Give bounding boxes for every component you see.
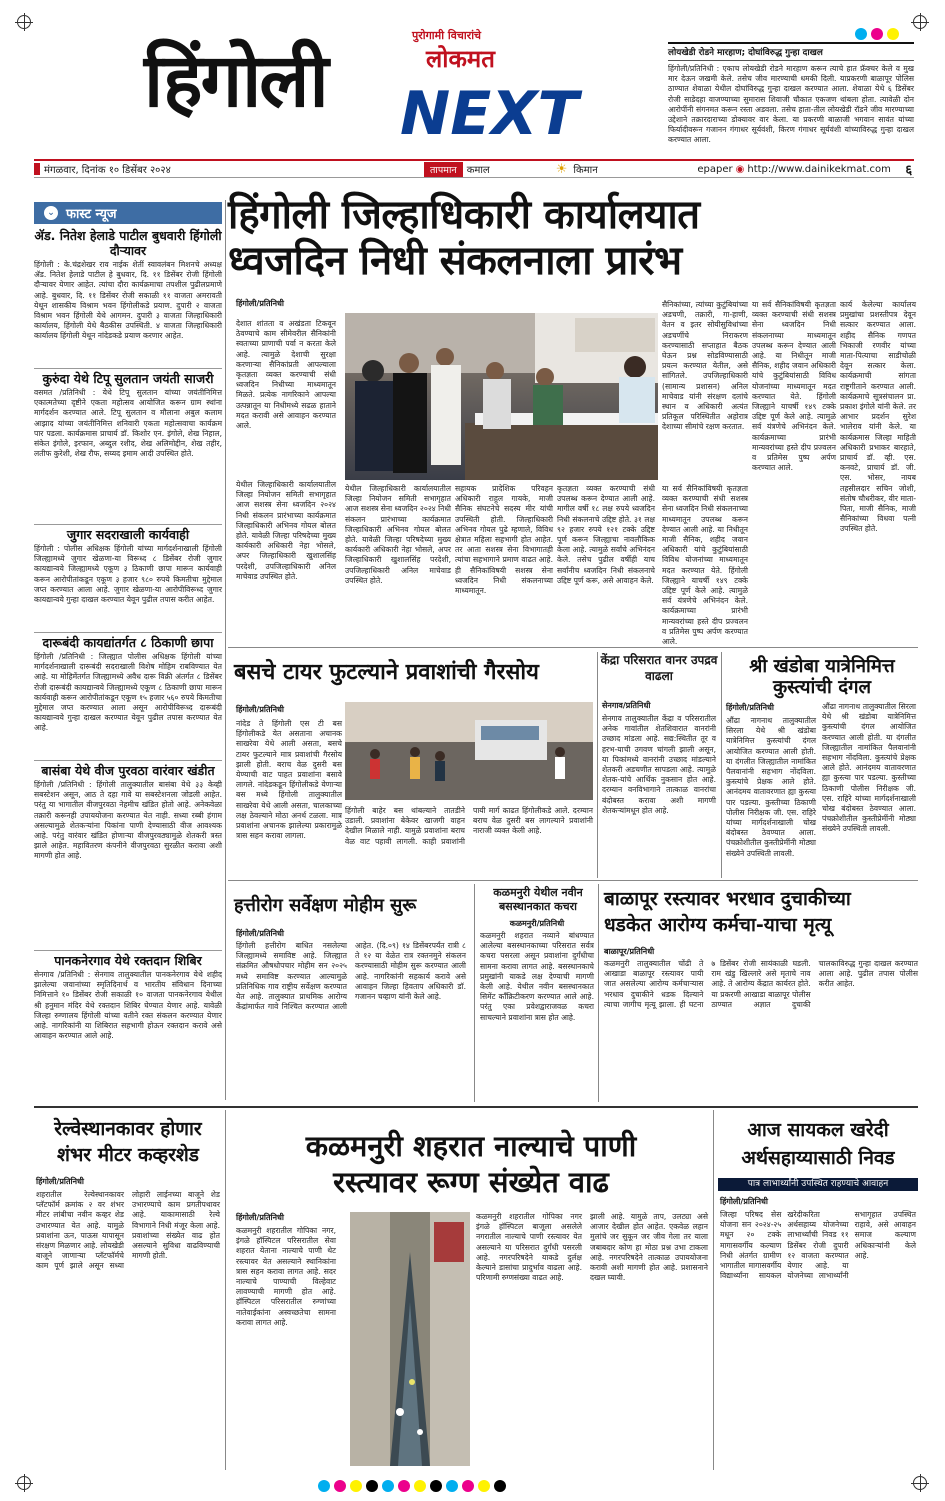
bus-column: [345, 806, 593, 866]
railway-text: शहरातील रेल्वेस्थानकावर प्लॅटफॉर्म क्रमांक २ वर शंभर मीटर लांबीचा नवीन कव्हर शेड उभारण्यात येत आहे. यामुळे प्रवाशांना ऊन, पाऊस यापासून संरक्षण मिळणार आहे. लोयखेडी बाजूने जाणाऱ्या प्लॅटफॉर्मचे काम पूर्ण झाले असून सध्या लोहारी लाईनच्या बाजूने शेड उभारण्याचे काम प्रगतीपथावर आहे. याकामासाठी रेल्वे विभागाने निधी मंजूर केला आहे. प्रवाशांच्या संख्येत वाढ होत असल्याने सुविधा वाढविण्याची मागणी होती.: [36, 1190, 220, 1271]
hatti-column: [236, 928, 466, 1081]
lead-column: [455, 484, 553, 640]
news-body: वसमत /प्रतिनिधी : येथे टिपू सुलतान यांच्या जयंतीनिमित्त एकात्मतेच्या दृष्टीने एकता महोत्सव आयोजित करून ग्राम स्थांना मार्गदर्शन करण्यात आले. टिपू सुलतान व मौलाना अबुल कलाम आझाद यांच्या जयंतीनिमित्त शनिवारी एकता महोत्सवाचा कार्यक्रम पार पडला. कार्यक्रमास प्राचार्य डॉ. किशोर एन. इंगोले, शेख निहाल, संकेत इंगोले, इरफान, अब्दुल रशीद, शेख अलिमोद्दीन, शेख तहीर, लतीफ कुरेशी, शेख रौफ, सय्यद इमाम आदी उपस्थित होते.: [34, 388, 222, 459]
ceremony-photo: [345, 313, 658, 480]
kalamnuri-bus-byline: कळमनुरी/प्रतिनिधी: [509, 919, 565, 928]
lead-column: [662, 300, 748, 480]
news-body: सेनगाव /प्रतिनिधी : सेनगाव तालुक्यातील पानकनेरगाव येथे शहीद झालेल्या जवानांच्या स्मृतिदिनार्थ व भारतीय संविधान दिनाच्या निमित्ताने १० डिसेंबर रोजी सकाळी १० वाजता पानकनेरगाव येथील श्री हनुमान मंदिर येथे रक्तदान शिबिर घेण्यात येणार आहे. यावेळी जिल्हा रुग्णालय हिंगोली यांच्या वतीने रक्त संकलन करण्यात येणार आहे. नागरिकांनी या शिबिरात सहभागी होऊन रक्तदान करावे असे आवाहन करण्यात आले आहे.: [34, 970, 222, 1041]
drain-column: [590, 1212, 708, 1466]
kalamnuri-bus-column: [480, 918, 594, 1103]
lead-text: या सर्व सैनिकांविषयी कृतज्ञता व्यक्त करण्याची संधी सशस्त्र सेना ध्वजदिन निधी संकलनाच्या माध्यमातून उपलब्ध करून देण्यात आली आहे. या निधीतून माजी सैनिक, शहीद जवान अधिकारी यांचे कुटुंबियांसाठी विविध योजनांच्या माध्यमातून मदत करण्यात येते. हिंगोली जिल्ह्याने याचर्षी १४९ टक्के उद्दिष्ट पूर्ण केले आहे. त्यामुळे सर्व यंत्रणेचे अभिनंदन केले. कार्यक्रमाच्या प्रारंभी मान्यवरांच्या हस्ते दीप प्रज्वलन व प्रतिमेस पुष्प अर्पण करण्यात आले.: [662, 484, 748, 647]
accident-byline: बाळापूर/प्रतिनिधी: [604, 947, 655, 956]
masthead-tagline: पुरोगामी विचारांचे: [412, 29, 482, 42]
next-logo: NEXT: [400, 79, 579, 149]
lead-text: देशात शांतता व अखंडता टिकवून ठेवण्याचे काम सीमेवरील सैनिकांनी स्वतःच्या प्राणाची पर्वा न करता केले आहे. त्यामुळे देशाची सुरक्षा करणाऱ्या सैनिकांप्रती आपल्याला कृतज्ञता व्यक्त करण्याची संधी ध्वजदिन निधीच्या माध्यमातून मिळते. प्रत्येक नागरिकाने आपल्या उत्पन्नातून या निधीमध्ये सढळ हाताने मदत करावी असे आवाहन करण्यात आले.: [236, 319, 336, 431]
fast-news-header: ⌄ फास्ट न्यूज: [34, 202, 222, 224]
drain-text: झाली आहे. यामुळे ताप, उलट्या असे आजार देखील होत आहेत. एकवेळ लहान मुलांचे जर सुकून जर जीव गेला तर याला जबाबदार कोण हा मोठा प्रश्न उभा टाकला आहे. नगरपरिषदेने तात्काळ उपाययोजना करावी अशी मागणी होत आहे. प्रशासनाने दखल घ्यावी.: [590, 1212, 708, 1283]
max-temp-label: कमाल: [466, 165, 490, 176]
khandoba-headline: श्री खंडोबा यात्रेनिमित्त कुस्त्यांची दंगल: [749, 656, 895, 699]
news-headline: जुगार सदराखाली कार्यवाही: [34, 524, 222, 542]
sun-icon: ☀: [555, 161, 568, 177]
news-body: हिंगोली : के.चंद्रशेखर राव नाईक शेतीं स्वावलंबन मिशनचे अध्यक्ष ॲड. नितेश हेलाडे पाटील हे बुधवार, दि. ११ डिसेंबर रोजी हिंगोली दौऱ्यावर येणार आहेत. त्यांचा दौरा कार्यक्रमाचा तपशील पुढीलप्रमाणे आहे. बुधवार, दि. ११ डिसेंबर रोजी सकाळी ११ वाजता अमरावती येथून शासकीय विश्राम भवन हिंगोलीकडे प्रयाण. दुपारी २ वाजता विश्राम भवन हिंगोली येथे आगमन. दुपारी ३ वाजता जिल्हाधिकारी कार्यालय, हिंगोली येथे बैठकीस उपस्थिती. ४ वाजता जिल्हाधिकारी कार्यालय हिंगोली येथून नांदेडकडे प्रयाण करणार आहेत.: [34, 260, 222, 341]
bus-text: हिंगोली बाहेर बस थांबल्याने तातडीने उडाली. प्रवाशांना बेकेवर खाजगी वाहन देखील मिळाले नाही. यामुळे प्रवाशांना बराच वेळ वाट पहावी लागली. काही प्रवाशांनी पायी मार्ग काढत हिंगोलीकडे आले. दरम्यान बराच वेळ दुसरी बस लागल्याने प्रवाशांनी नाराजी व्यक्त केली आहे.: [345, 806, 593, 846]
lead-text: कार्य केलेल्या कार्यालय प्रमुखांचा प्रशस्तीपत्र देवून सत्कार करण्यात आला. शहीद सैनिक गणपत भिकाजी रणवीर यांच्या माता-पित्याचा साडीचोळी देवून सत्कार केला. कार्यक्रमाची सांगता राष्ट्रगीताने करण्यात आली. कार्यक्रमाचे सूत्रसंचालन प्रा. प्रकाश इंगोले यांनी केले. तर आभार प्रदर्शन सुरेश भालेराव यांनी केले. या कार्यक्रमास जिल्हा माहिती अधिकारी प्रभाकर बारहाते, प्राचार्य डॉ. व्ही. एस. कनवटे, प्राचार्य डॉ. जी. एस. भोसर, नायब तहसीलदार सचिन जोशी, संतोष चौधरीकर, वीर माता-पिता, माजी सैनिक, माजी सैनिकांच्या विधवा पत्नी उपस्थित होते.: [840, 300, 916, 534]
cycle-banner: पात्र लाभार्थ्यांनी उपस्थित राहण्याचे आवाहन: [718, 1178, 918, 1191]
issue-date: मंगळवार, दिनांक १० डिसेंबर २०२४: [44, 165, 171, 176]
bus-text: नांदेड ते हिंगोली एस टी बस हिंगोलीकडे येत असताना अचानक साखरेवा येथे आली असता, बसचे टायर फुटल्याने मात्र प्रवाशांची गैरसोय झाली होती. बराच वेळ दुसरी बस येण्याची वाट पाहत प्रवाशांना बसावे लागले. नांदेडकडून हिंगोलीकडे येणाऱ्या बस मध्ये हिंगोली तालुक्यातील साखरेवा येथे आली असता, चालकाच्या लक्ष ठेवल्याने मोठा अनर्थ टळला. मात्र प्रवाशांना अचानक झालेल्या प्रकारामुळे त्रास सहन करावा लागला.: [236, 719, 342, 841]
accident-text: कळमनुरी तालुक्यातील चोंढी ते आखाडा बाळापूर रस्त्यावर पायी जात असलेल्या आरोग्य कर्मचाऱ्यास भरधाव दुचाकीने धडक दिल्याने त्याचा जागीच मृत्यू झाला. ही घटना ७ डिसेंबर रोजी सायंकाळी घडली. राम खंडु खिल्लारे असे मृताचे नाव आहे. ते आरोग्य केंद्रात कार्यरत होते. या प्रकरणी आखाडा बाळापूर पोलीस ठाण्यात अज्ञात दुचाकी चालकाविरुद्ध गुन्हा दाखल करण्यात आला आहे. पुढील तपास पोलीस करीत आहेत.: [604, 959, 918, 1009]
kalamnuri-bus-text: कळमनुरी शहरात नव्याने बांधण्यात आलेल्या बसस्थानकाच्या परिसरात सर्वत्र कचरा पसरला असून प्रवाशांना दुर्गंधीचा सामना करावा लागत आहे. बसस्थानकाचे प्रमुखांनी याकडे लक्ष देण्याची मागणी केली आहे. येथील नवीन बसस्थानकात सिमेंट कॉंक्रिटीकरण करण्यात आले आहे. परंतु एका प्रवेशद्वाराजवळ कचरा साचल्याने प्रवाशांना त्रास होत आहे.: [480, 931, 594, 1022]
drain-column: [236, 1212, 336, 1474]
monkey-byline: सेनगाव/प्रतिनिधी: [602, 701, 651, 710]
topright-story: लोयखेडी रोडने मारहाण; दोघांविरुद्ध गुन्हा दाखल हिंगोली/प्रतिनिधी : एकाच लोयखेडी रोडने मारहाण करून त्याचे हात फ्रॅक्चर केले व मुख मार देऊन जखमी केले. तसेच जीव मारण्याची धमकी दिली. याप्रकरणी बाळापूर पोलिस ठाण्यात शेवाळा येथील दोघांविरुद्ध गुन्हा दाखल करण्यात आला. शेवाळा येथे ६ डिसेंबर रोजी साडेदहा वाजण्याच्या सुमारास शिवाजी चौकात एकजण थांबला होता. त्यावेळी दोन आरोपींनी संगनमत करून रस्ता अडवला. तसेच हाता-तील लोयखेडी रॉडने जीव मारण्याच्या उद्देशाने तक्रारदाराच्या डोक्यावर वार केला. या प्रकरणी बाळाजी भगवान सावंत यांच्या फिर्यादीवरून गजानन गंगाधर सूर्यवंशी, किरण गंगाधर सूर्यवंशी यांच्याविरुद्ध गुन्हा दाखल करण्यात आला.: [668, 42, 914, 150]
news-body: हिंगोली /प्रतिनिधी : जिल्ह्यात पोलीस अधिक्षक हिंगोली यांच्या मार्गदर्शनाखाली दारूबंदी सदराखाली विशेष मोहिम राबविण्यात येत आहे. या मोहिमेंतर्गत जिल्ह्यामध्ये अवैध दारू विक्री अंतर्गत ८ डिसेंबर रोजी दारूबंदी कायद्यान्वये जिल्ह्यामध्ये एकूण ८ ठिकाणी छापा मारून कार्यवाही करून आरोपीतांकडून एकूण १५ हजार ५६० रुपये किमतीचा मुद्देमाल जप्त करण्यात आला असून आरोपीविरूध्द दारूबंदी कायद्यान्वये गुन्हा दाखल करण्यात येवून पुढील तपास करण्यात येत आहे.: [34, 652, 222, 733]
cycle-byline: हिंगोली/प्रतिनिधी: [720, 1197, 769, 1206]
drain-headline: कळमनुरी शहरात नाल्याचे पाणी रस्त्यावर रूग्ण संख्येत वाढ: [305, 1129, 637, 1199]
lead-text: सहायक प्रादेशिक परिवहन अधिकारी राहुल गायके, माजी सैनिक संघटनेचे सदस्य मीर यांची उपस्थिती होती. जिल्हाधिकारी अभिनव गोयल पुढे म्हणाले, विविध क्षेत्रात महिला सहभागी होत आहेत. तर आता सशस्त्र सेना विभागातही त्यांचा सहभागाने प्रमाण वाढत आहे. ही सैनिकांविषयी सशस्त्र सेना ध्वजदिन निधी संकलनाच्या माध्यमातून.: [455, 484, 553, 596]
khandoba-text: औंढा नागनाथ तालुक्यातील सिरला येथे श्री खंडोबा यात्रेनिमित्त कुस्त्यांची दंगल आयोजित करण्यात आली होती. या दंगलीत जिल्ह्यातील नामांकित पैलवानांनी सहभाग नोंदविला. कुस्त्यांचे प्रेक्षक आले होते. आनंदमय वातावरणात ह्या कुस्त्या पार पडल्या. कुस्तीच्या ठिकाणी पोलीस निरीक्षक जी. एस. राहिरे यांच्या मार्गदर्शनाखाली चोख बंदोबस्त ठेवण्यात आला. पंचक्रोशीतील कुस्तीप्रेमींनी मोठ्या संख्येने उपस्थिती लावली.: [726, 716, 816, 858]
drain-byline: हिंगोली/प्रतिनिधी: [236, 1213, 285, 1222]
drain-column: [476, 1212, 582, 1466]
lead-column: [236, 298, 336, 483]
khandoba-column: [726, 702, 816, 880]
bus-headline: बसचे टायर फुटल्याने प्रवाशांची गैरसोय: [234, 660, 539, 685]
lead-column: [236, 480, 336, 640]
page-number: ६: [905, 163, 913, 178]
drain-text: कळमनुरी शहरातील गोपिका नगर, इंगळे हॉस्पिटल परिसरातील सेवा शहरात येताना नाल्याचे पाणी थेट रस्त्यावर येत असल्याने स्थानिकांना त्रास सहन करावा लागत आहे. सदर नाल्याचे पाण्याची विल्हेवाट लावण्याची मागणी होत आहे. हॉस्पिटल परिसरातील रुग्णांच्या नातेवाईकांना अस्वच्छतेचा सामना करावा लागत आहे.: [236, 1226, 336, 1327]
railway-column: [36, 1176, 220, 1460]
min-temp-label: किमान: [573, 165, 598, 176]
date-bar: [34, 159, 914, 178]
cycle-column: [720, 1196, 916, 1472]
color-calibration-dots: [318, 1480, 506, 1492]
lead-column: [557, 484, 655, 640]
registration-mark: [913, 1476, 927, 1490]
news-headline: दारूबंदी कायद्यांतर्गत ८ ठिकाणी छापा: [34, 632, 222, 650]
lokmat-logo: लोकमत: [426, 44, 495, 73]
epaper-icon: ◉: [735, 163, 745, 175]
drain-text: कळमनुरी शहरातील गोपिका नगर इंगळे हॉस्पिटल बाजूला असलेले नगरातील नाल्याचे पाणी रस्त्यावर येत असल्याने या परिसरात दुर्गंधी पसरली आहे. नगरपरिषदेने याकडे दुर्लक्ष केल्याने डासांचा प्रादुर्भाव वाढला आहे. परिणामी रुग्णसंख्या वाढत आहे.: [476, 1212, 582, 1283]
masthead-title: हिंगोली: [144, 38, 327, 124]
lead-headline: हिंगोली जिल्हाधिकारी कार्यालयात ध्वजदिन निधी संकलनाला प्रारंभ: [228, 192, 700, 284]
bus-photo: [345, 702, 593, 800]
registration-mark: [17, 15, 31, 29]
registration-mark: [913, 15, 927, 29]
railway-byline: हिंगोली/प्रतिनिधी: [36, 1177, 85, 1186]
lead-column: [752, 300, 836, 640]
news-headline: पानकनेरगाव येथे रक्तदान शिबिर: [34, 950, 222, 968]
lead-column: [840, 300, 916, 640]
news-body: हिंगोली : पोलीस अधिक्षक हिंगोली यांच्या मार्गदर्शनाखाली हिंगोली जिल्ह्यामध्ये जुगार खेळणा-या विरूध्द ८ डिसेंबर रोजी जुगार कायद्यान्वये जिल्ह्यामध्ये एकूण ३ ठिकाणी छापा मारून कार्यवाही करून आरोपीतांकडून एकूण ३ हजार ९८० रुपये किमतीचा मुद्देमाल जप्त करण्यात आला आहे. जुगार खेळणा-या आरोपीविरूध्द जुगार कायद्यान्वये गुन्हा दाखल करण्यात येवून पुढील तपास करीत आहेत.: [34, 544, 222, 605]
monkey-column: [602, 700, 716, 878]
lead-text: कृतज्ञता व्यक्त करण्याची संधी उपलब्ध करून देण्यात आली आहे. मागील वर्षी १८ लक्ष रुपये ध्वजदिन निधी संकलनाचे उद्दिष्ट होते. ३१ लक्ष ९२ हजार रुपये १२१ टक्के उद्दिष्ट पूर्ण करून जिल्ह्याचा नावलौकिक केला आहे. त्यामुळे सर्वांचे अभिनंदन केले. तसेच पुढील वर्षीही याच सर्वांनीच ध्वजदिन निधी संकलनाचे उद्दिष्ट पूर्ण करू, असे आवाहन केले.: [557, 484, 655, 585]
bus-column: [236, 704, 342, 903]
hatti-byline: हिंगोली/प्रतिनिधी: [236, 929, 285, 938]
news-headline: ॲड. नितेश हेलाडे पाटील बुधवारी हिंगोली दौऱ्यावर: [34, 228, 222, 258]
fast-news-column: [34, 202, 222, 1102]
color-calibration-dots: [855, 28, 899, 40]
website-link[interactable]: http://www.dainikekmat.com: [747, 163, 891, 175]
railway-headline: रेल्वेस्थानकावर होणार शंभर मीटर कव्हरशेड: [54, 1118, 202, 1166]
registration-mark: [17, 1476, 31, 1490]
drain-photo: [350, 1212, 470, 1466]
hatti-text: हिंगोली हत्तीरोग बाधित नसलेल्या जिल्ह्यामध्ये समाविष्ट आहे. जिल्ह्यात संक्रमित औषधोपचार मोहीम सन २०२५ मध्ये समाविष्ट करण्यात आल्यामुळे प्रतिनिधिक गाव राष्ट्रीय सर्वेक्षण करण्यात येत आहे. तालुक्यात प्राथमिक आरोग्य केंद्रांमार्फत गावे निश्चित करण्यात आली आहेत. (दि.०९) १४ डिसेंबरपर्यंत रात्री ८ ते १२ या वेळेत रात्र रक्तनमुने संकलन करण्यासाठी मोहीम सुरू करण्यात आली आहे. नागरिकांनी सहकार्य करावे असे आवाहन जिल्हा हिवताप अधिकारी डॉ. गजानन चव्हाण यांनी केले आहे.: [236, 941, 466, 1012]
news-headline: बासंबा येथे वीज पुरवठा वारंवार खंडीत: [34, 760, 222, 778]
chevron-down-icon: ⌄: [44, 206, 58, 220]
epaper-label: epaper: [697, 163, 733, 175]
hatti-headline: हत्तीरोग सर्वेक्षण मोहीम सुरू: [234, 895, 417, 916]
khandoba-byline: हिंगोली/प्रतिनिधी: [726, 703, 775, 712]
lead-text: येथील जिल्हाधिकारी कार्यालयातील जिल्हा नियोजन समिती सभागृहात आज सशस्त्र सेना ध्वजदिन २०२४ निधी संकलन प्रारंभाच्या कार्यक्रमात जिल्हाधिकारी अभिनव गोयल बोलत होते. यावेळी जिल्हा परिषदेच्या मुख्य कार्यकारी अधिकारी नेहा भोसले, अपर जिल्हाधिकारी खुशालसिंह परदेशी, उपजिल्हाधिकारी अनिल माचेवाड उपस्थित होते.: [345, 484, 451, 585]
lead-text: या सर्व सैनिकांविषयी कृतज्ञता व्यक्त करण्याची संधी सशस्त्र सेना ध्वजदिन निधी संकलनाच्या माध्यमातून उपलब्ध करून देण्यात आली आहे. या निधीतून माजी सैनिक, शहीद जवान अधिकारी यांचे कुटुंबियांसाठी विविध योजनांच्या माध्यमातून मदत करण्यात येते. हिंगोली जिल्ह्याने याचर्षी १४९ टक्के उद्दिष्ट पूर्ण केले आहे. त्यामुळे सर्व यंत्रणेचे अभिनंदन केले. कार्यक्रमाच्या प्रारंभी मान्यवरांच्या हस्ते दीप प्रज्वलन व प्रतिमेस पुष्प अर्पण करण्यात आले.: [752, 300, 836, 473]
cycle-text: जिल्हा परिषद सेस योजना सन २०२४-२५ मधून २० टक्के मागासवर्गीय कल्याण निधी अंतर्गत ग्रामीण भागातील मागासवर्गीय विद्यार्थ्यांना सायकल खरेदीकरिता अर्थसहाय्य योजनेच्या लाभार्थ्यांची निवड ११ डिसेंबर रोजी दुपारी १२ वाजता करण्यात येणार आहे. या योजनेच्या लाभार्थ्यांनी सभागृहात उपस्थित राहावे, असे आवाहन समाज कल्याण अधिकाऱ्यांनी केले आहे.: [720, 1210, 916, 1281]
monkey-text: सेनगाव तालुक्यातील केंद्रा व परिसरातील अनेक गावांतील शेतशिवारात वानरांनी उच्छाद मांडला आहे. सद्य:स्थितीत तूर व हरभ-याची उगवण चांगली झाली असून, या पिकांमध्ये वानरांनी उच्छाद मांडल्याने शेतकरी अडचणीत सापडला आहे. त्यामुळे शेतक-यांचे आर्थिक नुकसान होत आहे. दरम्यान वनविभागाने तात्काळ वानरांचा बंदोबस्त करावा अशी मागणी शेतकऱ्यांमधून होत आहे.: [602, 714, 716, 815]
accident-headline: बाळापूर रस्त्यावर भरधाव दुचाकीच्या धडकेत आरोग्य कर्मचा-याचा मृत्यू: [604, 888, 851, 936]
lead-text: सैनिकांच्या, त्यांच्या कुटुंबियांच्या अडचणी, तक्रारी, गा-हाणी, वेतन व इतर सोयीसुविधांच्या अडचणींचे निराकरण करण्यासाठी सप्ताहात बैठक घेऊन प्रश्न सोडविण्यासाठी प्रयत्न करण्यात येतील, असे सांगितले. उपजिल्हाधिकारी (सामान्य प्रशासन) अनिल माचेवाड यांनी संरक्षण दलांचे स्थान व अधिकारी अत्यंत प्रतिकूल परिस्थितीत अहोरात्र देशाच्या सीमांचे रक्षण करतात.: [662, 300, 748, 432]
news-body: हिंगोली /प्रतिनिधी : हिंगोली तालुक्यातील बासंबा येथे ३३ केव्ही सबस्टेशन असून, आठ ते दहा गावे या सबस्टेशनला जोडली आहेत. परंतु या भागातील वीजपुरवठा नेहमीच खंडित होतो आहे. अनेकवेळा तक्रारी करूनही उपाययोजना करण्यात येत नाही. सध्या रब्बी हंगाम असल्यामुळे शेतकऱ्यांना पिकांना पाणी देण्यासाठी वीज आवश्यक आहे. परंतु वारंवार खंडित होणाऱ्या वीजपुरवठ्यामुळे शेतकरी त्रस्त झाले आहेत. महावितरण कंपनीने वीजपुरवठा सुरळीत करावा अशी मागणी होत आहे.: [34, 780, 222, 861]
monkey-headline: केंद्रा परिसरात वानर उपद्रव वाढला: [600, 653, 718, 683]
accident-column: [604, 946, 918, 1105]
kalamnuri-bus-headline: कळमनुरी येथील नवीन बसस्थानकात कचरा: [493, 886, 583, 913]
bus-byline: हिंगोली/प्रतिनिधी: [236, 705, 285, 714]
khandoba-column: [822, 702, 916, 878]
cycle-headline: आज सायकल खरेदी अर्थसहाय्यासाठी निवड: [741, 1119, 895, 1169]
news-headline: कुरुंदा येथे टिपू सुलतान जयंती साजरी: [34, 368, 222, 386]
lead-text: येथील जिल्हाधिकारी कार्यालयातील जिल्हा नियोजन समिती सभागृहात आज सशस्त्र सेना ध्वजदिन २०२४ निधी संकलन प्रारंभाच्या कार्यक्रमात जिल्हाधिकारी अभिनव गोयल बोलत होते. यावेळी जिल्हा परिषदेच्या मुख्य कार्यकारी अधिकारी नेहा भोसले, अपर जिल्हाधिकारी खुशालसिंह परदेशी, उपजिल्हाधिकारी अनिल माचेवाड उपस्थित होते.: [236, 480, 336, 581]
khandoba-text: औंढा नागनाथ तालुक्यातील सिरला येथे श्री खंडोबा यात्रेनिमित्त कुस्त्यांची दंगल आयोजित करण्यात आली होती. या दंगलीत जिल्ह्यातील नामांकित पैलवानांनी सहभाग नोंदविला. कुस्त्यांचे प्रेक्षक आले होते. आनंदमय वातावरणात ह्या कुस्त्या पार पडल्या. कुस्तीच्या ठिकाणी पोलीस निरीक्षक जी. एस. राहिरे यांच्या मार्गदर्शनाखाली चोख बंदोबस्त ठेवण्यात आला. पंचक्रोशीतील कुस्तीप्रेमींनी मोठ्या संख्येने उपस्थिती लावली.: [822, 702, 916, 834]
lead-column: [662, 484, 748, 647]
lead-byline: हिंगोली/प्रतिनिधी: [236, 299, 285, 308]
temperature-label: तापमान: [424, 162, 463, 177]
lead-column: [345, 484, 451, 640]
